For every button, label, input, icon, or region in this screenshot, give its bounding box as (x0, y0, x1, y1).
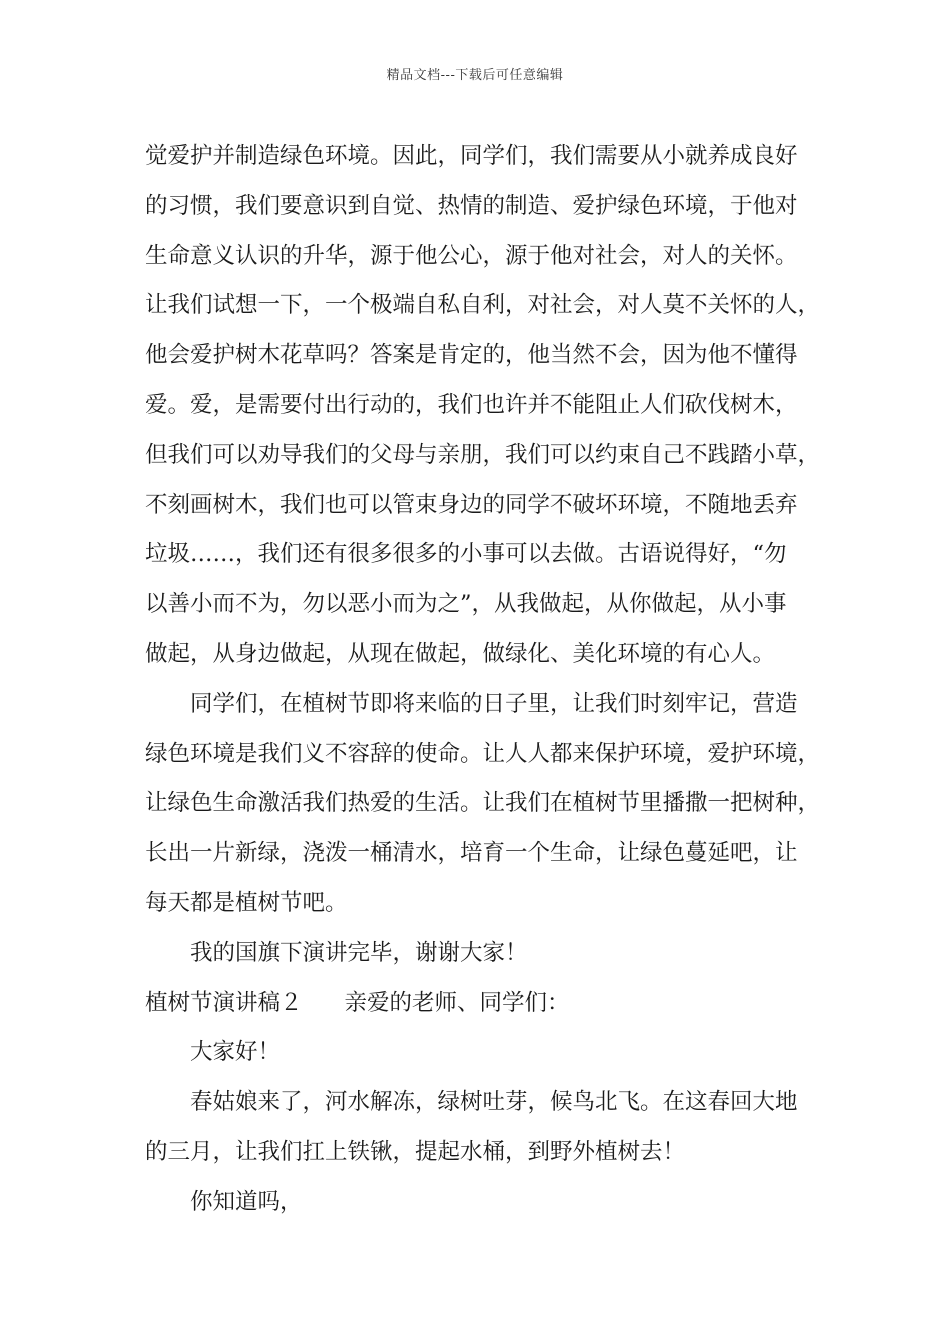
text-line: 让我们试想一下，一个极端自私自利，对社会，对人莫不关怀的人， (145, 292, 821, 319)
text-line: 以善小而不为，勿以恶小而为之”，从我做起，从你做起，从小事 (145, 591, 787, 618)
text-line: 垃圾……，我们还有很多很多的小事可以去做。古语说得好，“勿 (145, 541, 787, 568)
text-line: 爱。爱，是需要付出行动的，我们也许并不能阻止人们砍伐树木， (145, 391, 798, 418)
text-line: 但我们可以劝导我们的父母与亲朋，我们可以约束自己不践踏小草， (145, 441, 821, 468)
text-line: 生命意义认识的升华，源于他公心，源于他对社会，对人的关怀。 (145, 242, 798, 269)
paragraph-start-line: 你知道吗， (190, 1188, 303, 1215)
paragraph-start-line: 我的国旗下演讲完毕，谢谢大家！ (190, 939, 528, 966)
text-line: 不刻画树木，我们也可以管束身边的同学不破坏环境，不随地丢弃 (145, 491, 798, 518)
paragraph-start-line: 大家好！ (190, 1039, 281, 1066)
text-line: 长出一片新绿，浇泼一桶清水，培育一个生命，让绿色蔓延吧，让 (145, 840, 798, 867)
text-line: 他会爱护树木花草吗？答案是肯定的，他当然不会，因为他不懂得 (145, 342, 798, 369)
text-line: 做起，从身边做起，从现在做起，做绿化、美化环境的有心人。 (145, 640, 776, 667)
paragraph-start-line: 春姑娘来了，河水解冻，绿树吐芽，候鸟北飞。在这春回大地 (190, 1089, 798, 1116)
speech-greeting: 亲爱的老师、同学们： (344, 989, 570, 1016)
text-line: 觉爱护并制造绿色环境。因此，同学们，我们需要从小就养成良好 (145, 143, 798, 169)
text-line: 绿色环境是我们义不容辞的使命。让人人都来保护环境，爱护环境， (145, 740, 821, 767)
speech-title-line (145, 979, 825, 1029)
text-line: 让绿色生命激活我们热爱的生活。让我们在植树节里播撒一把树种， (145, 790, 821, 817)
paragraph-start-line: 同学们，在植树节即将来临的日子里，让我们时刻牢记，营造 (190, 690, 798, 717)
text-line: 的习惯，我们要意识到自觉、热情的制造、爱护绿色环境，于他对 (145, 192, 798, 219)
page-header: 精品文档---下载后可任意编辑 (386, 68, 564, 83)
document-body (145, 132, 825, 1228)
text-line: 的三月，让我们扛上铁锹，提起水桶，到野外植树去！ (145, 1138, 686, 1165)
speech-title: 植树节演讲稿２ (145, 989, 303, 1016)
text-line: 每天都是植树节吧。 (145, 889, 348, 916)
